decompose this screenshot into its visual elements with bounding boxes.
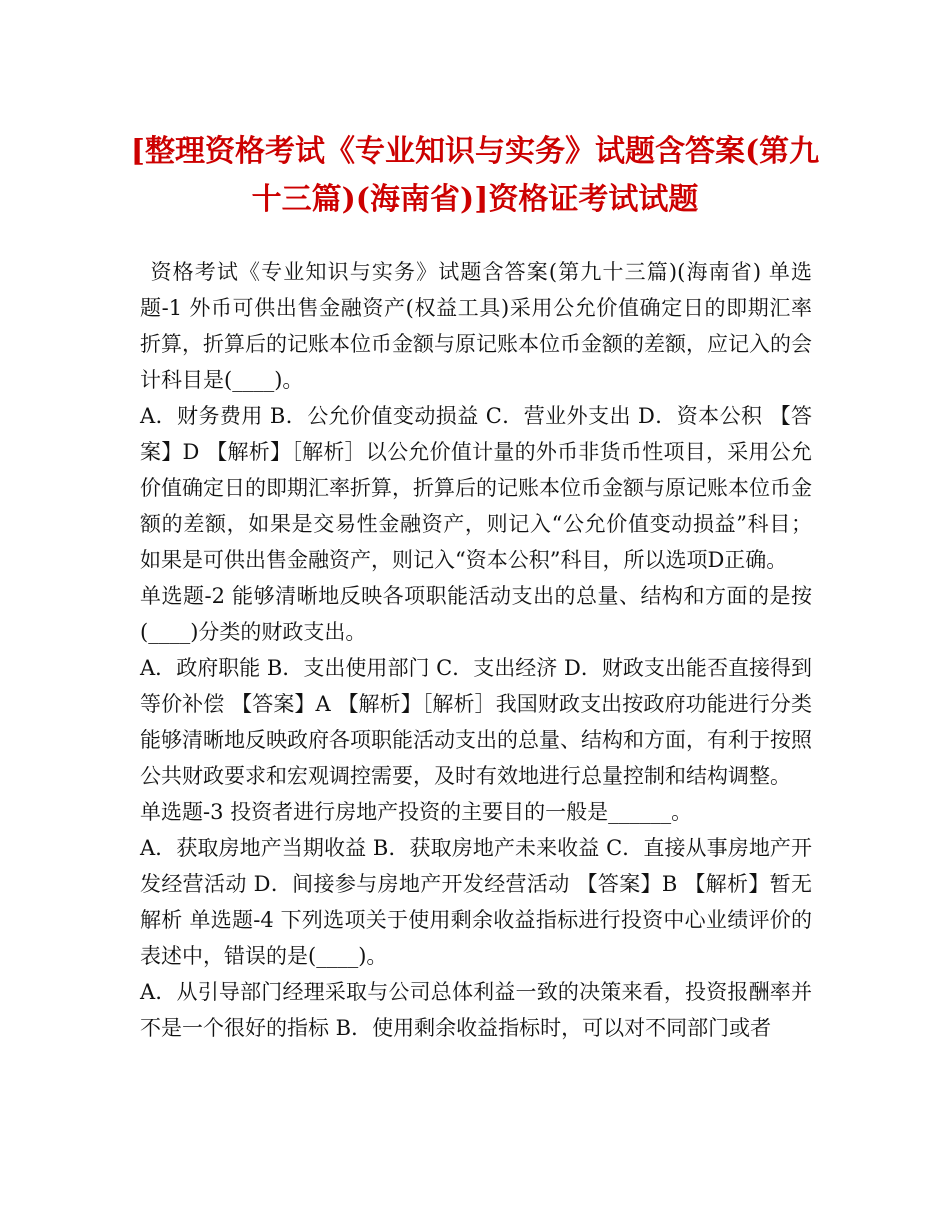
paragraph-question-2: 单选题-2 能够清晰地反映各项职能活动支出的总量、结构和方面的是按(____)分类的财政支出。 [140, 584, 812, 644]
document-title: [整理资格考试《专业知识与实务》试题含答案(第九十三篇)(海南省)]资格证考试试题 [130, 134, 820, 217]
paragraph-answer-1: A．财务费用 B．公允价值变动损益 C．营业外支出 D．资本公积 【答案】D 【解析】［解析］以公允价值计量的外币非货币性项目，采用公允价值确定日的即期汇率折算，折算后的记账本位币金额与原记账本位币金额的差额，如果是交易性金融资产，则记入“公允价值变动损益”科目；如果是可供出售金融资产，则记入“资本公积”科目，所以选项D正确。 [140, 404, 812, 572]
paragraph-question-3: 单选题-3 投资者进行房地产投资的主要目的一般是______。 [140, 800, 693, 824]
paragraph-answer-3-question-4: A．获取房地产当期收益 B．获取房地产未来收益 C．直接从事房地产开发经营活动 D．间接参与房地产开发经营活动 【答案】B 【解析】暂无解析 单选题-4 下列选项关于使用剩余收益指标进行投资中心业绩评价的表述中，错误的是(____)。 [140, 836, 812, 968]
paragraph-answer-2: A．政府职能 B．支出使用部门 C．支出经济 D．财政支出能否直接得到等价补偿 【答案】A 【解析】［解析］我国财政支出按政府功能进行分类能够清晰地反映政府各项职能活动支出的总量、结构和方面，有利于按照公共财政要求和宏观调控需要，及时有效地进行总量控制和结构调整。 [140, 656, 812, 788]
paragraph-intro-question-1: 资格考试《专业知识与实务》试题含答案(第九十三篇)(海南省) 单选题-1 外币可供出售金融资产(权益工具)采用公允价值确定日的即期汇率折算，折算后的记账本位币金额与原记账本位币金额的差额，应记入的会计科目是(____)。 [140, 260, 812, 392]
paragraph-options-4: A．从引导部门经理采取与公司总体利益一致的决策来看，投资报酬率并不是一个很好的指标 B．使用剩余收益指标时，可以对不同部门或者 [140, 980, 812, 1040]
document-body [140, 254, 812, 1046]
